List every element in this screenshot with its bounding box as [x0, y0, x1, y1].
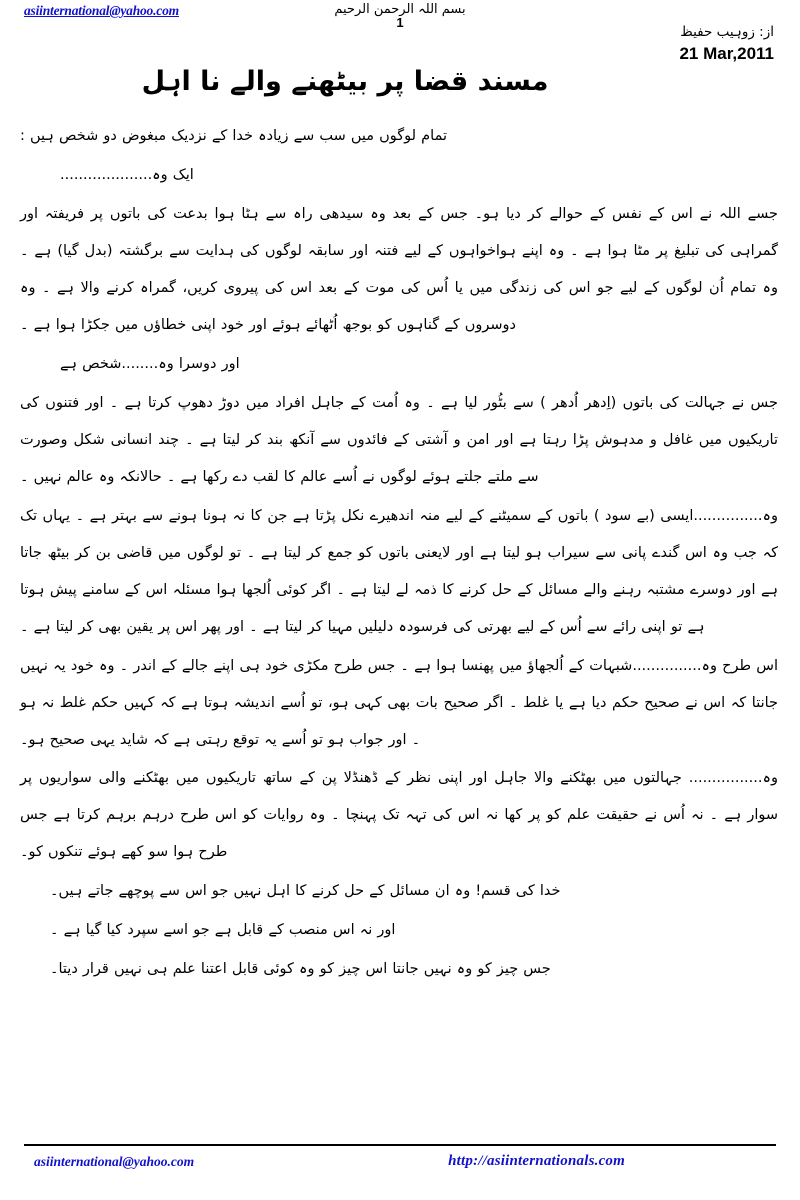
- footer-row: [0, 1153, 800, 1170]
- paragraph-fourth: اس طرح وہ...............شبہات کے اُلجھاؤ میں پھنسا ہوا ہے ۔ جس طرح مکڑی خود ہی اپنے جالے کے اندر ۔ وہ خود یہ نہیں جانتا کہ اس نے صحیح حکم دیا ہے یا غلط ۔ اگر صحیح بات بھی کہی ہو، تو اُسے اندیشہ ہوتا ہے کہ کہیں حکم غلط نہ ہو ۔ اور جواب ہو تو اُسے یہ توقع رہتی ہے کہ شاید یہی صحیح ہو۔: [20, 657, 778, 748]
- publication-date: 21 Mar,2011: [679, 43, 774, 63]
- paragraph-second-person-desc: جس نے جہالت کی باتوں (اِدھر اُدھر ) سے بٹُور لیا ہے ۔ وہ اُمت کے جاہل افراد میں دوڑ دھوپ کرتا ہے ۔ اور فتنوں کی تاریکیوں میں غافل و مدہوش پڑا رہتا ہے اور امن و آشتی کے فائدوں سے آنکھ بند کر لیتا ہے ۔ چند انسانی شکل وصورت سے ملتے جلتے ہوئے لوگوں نے اُسے عالم کا لقب دے رکھا ہے ۔ حالانکہ وہ عالم نہیں ۔: [20, 394, 778, 485]
- paragraph-fifth: وہ................ جہالتوں میں بھٹکنے والا جاہل اور اپنی نظر کے ڈھنڈلا پن کے ساتھ تاریکیوں میں بھٹکنے والی سواریوں پر سوار ہے ۔ نہ اُس نے حقیقت علم کو پر کھا نہ اس کی تہہ تک پہنچا ۔ وہ روایات کو اس طرح درہم برہم کرتا ہے جس طرح ہوا سو کھے ہوئے تنکوں کو۔: [20, 770, 778, 861]
- paragraph-closing-2: جس چیز کو وہ نہیں جانتا اس چیز کو وہ کوئی قابل اعتنا علم ہی نہیں قرار دیتا۔: [50, 961, 551, 978]
- author-label: از: زوہیب حفیظ: [680, 24, 774, 40]
- header-email-link[interactable]: asiinternational@yahoo.com: [24, 3, 179, 18]
- page-number: 1: [396, 15, 404, 31]
- document-footer: [0, 1144, 800, 1170]
- paragraph-third: وہ...............ایسی (بے سود ) باتوں کے سمیٹنے کے لیے منہ اندھیرے نکل پڑتا ہے جن کا نہ ہونا ہونے سے بہتر ہے ۔ یہاں تک کہ جب وہ اس گندے پانی سے سیراب ہو لیتا ہے اور لایعنی باتوں کو جمع کر لیتا ہے ۔ تو لوگوں میں قاضی بن کر بیٹھ جاتا ہے اور دوسرے مشتبہ رہنے والے مسائل کے حل کرنے کا ذمہ لے لیتا ہے ۔ اگر کوئی اُلجھا ہوا مسئلہ اس کے سامنے پیش ہوتا ہے تو اپنی رائے سے اُس کے لیے بھرتی کی فرسودہ دلیلیں مہیا کر لیتا ہے ۔ اور پھر اس پر یقین بھی کر لیتا ہے ۔: [20, 507, 778, 635]
- footer-email-link[interactable]: asiinternational@yahoo.com: [34, 1153, 195, 1169]
- paragraph-closing-1: اور نہ اس منصب کے قابل ہے جو اسے سپرد کیا گیا ہے ۔: [50, 922, 396, 939]
- footer-website-link[interactable]: http://asiinternationals.com: [448, 1153, 625, 1169]
- page-title: مسند قضا پر بیٹھنے والے نا اہل: [141, 66, 549, 98]
- byline-block: [679, 24, 774, 64]
- footer-divider: [24, 1144, 776, 1146]
- paragraph-second-person-label: اور دوسرا وہ........شخص ہے: [60, 355, 240, 372]
- paragraph-intro: تمام لوگوں میں سب سے زیادہ خدا کے نزدیک مبغوض دو شخص ہیں :: [20, 128, 447, 144]
- paragraph-first-person-label: ایک وہ....................: [60, 166, 194, 183]
- paragraph-oath: خدا کی قسم! وہ ان مسائل کے حل کرنے کا اہل نہیں جو اس سے پوچھے جاتے ہیں۔: [50, 883, 561, 900]
- bismillah-text: بسم اللہ الرحمن الرحیم: [334, 2, 466, 17]
- paragraph-first-person-desc: جسے اللہ نے اس کے نفس کے حوالے کر دیا ہو۔ جس کے بعد وہ سیدھی راہ سے ہٹا ہوا بدعت کی باتوں پر فریفتہ اور گمراہی کی تبلیغ پر مٹا ہوا ہے ۔ وہ اپنے ہواخواہوں کے لیے فتنہ اور سابقہ لوگوں کی ہدایت سے برگشتہ (بدل گیا) ہے ۔ وہ تمام اُن لوگوں کے لیے جو اس کی زندگی میں یا اُس کی موت کے بعد اس کی پیروی کریں، گمراہ کرنے والا ہے ۔ وہ دوسروں کے گناہوں کو بوجھ اُٹھائے ہوئے اور خود اپنی خطاؤں میں جکڑا ہوا ہے ۔: [20, 205, 778, 333]
- document-header: [0, 0, 800, 118]
- article-body: [0, 118, 800, 988]
